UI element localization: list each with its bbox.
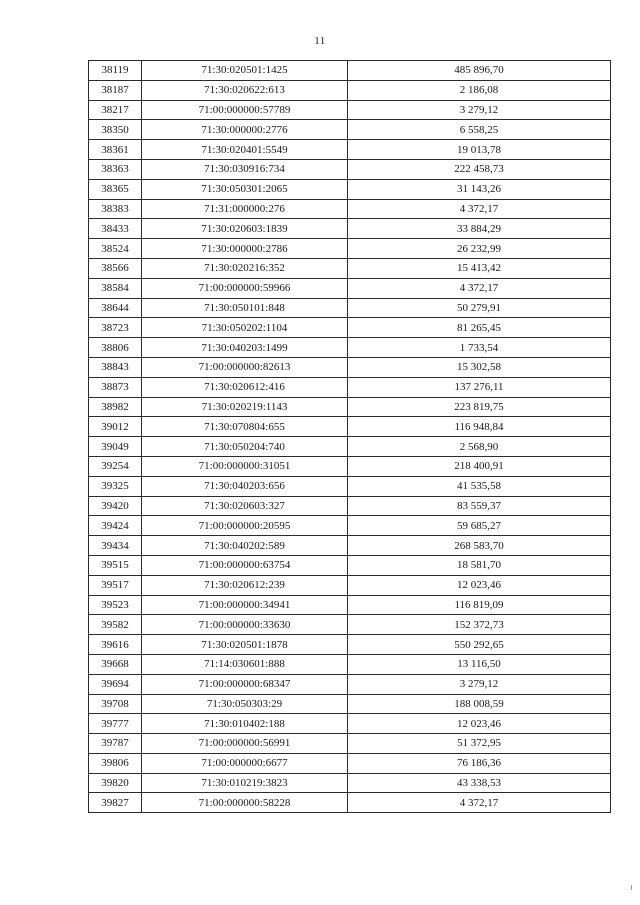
amount-cell: 268 583,70: [348, 536, 611, 556]
cadastral-number-cell: 71:00:000000:31051: [142, 456, 348, 476]
table-row: [89, 536, 611, 556]
cadastral-number-cell: 71:30:020612:239: [142, 575, 348, 595]
amount-cell: 51 372,95: [348, 734, 611, 754]
amount-cell: 59 685,27: [348, 516, 611, 536]
cadastral-number-cell: 71:00:000000:33630: [142, 615, 348, 635]
table-row: [89, 615, 611, 635]
table-row: [89, 674, 611, 694]
cadastral-number-cell: 71:00:000000:63754: [142, 555, 348, 575]
record-number-cell: 39582: [89, 615, 142, 635]
cadastral-number-cell: 71:30:010219:3823: [142, 773, 348, 793]
amount-cell: 81 265,45: [348, 318, 611, 338]
record-number-cell: 38566: [89, 258, 142, 278]
cadastral-number-cell: 71:30:070804:655: [142, 417, 348, 437]
record-number-cell: 39694: [89, 674, 142, 694]
amount-cell: 3 279,12: [348, 100, 611, 120]
amount-cell: 4 372,17: [348, 278, 611, 298]
record-number-cell: 39420: [89, 496, 142, 516]
amount-cell: 12 023,46: [348, 575, 611, 595]
table-row: [89, 120, 611, 140]
cadastral-number-cell: 71:30:040202:589: [142, 536, 348, 556]
record-number-cell: 38350: [89, 120, 142, 140]
table-row: [89, 239, 611, 259]
amount-cell: 6 558,25: [348, 120, 611, 140]
cadastral-number-cell: 71:30:020603:327: [142, 496, 348, 516]
amount-cell: 4 372,17: [348, 199, 611, 219]
table-row: [89, 298, 611, 318]
amount-cell: 15 302,58: [348, 357, 611, 377]
table-row: [89, 100, 611, 120]
table-row: [89, 734, 611, 754]
record-number-cell: 38723: [89, 318, 142, 338]
amount-cell: 13 116,50: [348, 654, 611, 674]
table-row: [89, 397, 611, 417]
amount-cell: 76 186,36: [348, 753, 611, 773]
record-number-cell: 39708: [89, 694, 142, 714]
record-number-cell: 39777: [89, 714, 142, 734]
record-number-cell: 38584: [89, 278, 142, 298]
cadastral-number-cell: 71:00:000000:58228: [142, 793, 348, 813]
record-number-cell: 38982: [89, 397, 142, 417]
record-number-cell: 39434: [89, 536, 142, 556]
cadastral-number-cell: 71:30:020219:1143: [142, 397, 348, 417]
table-row: [89, 278, 611, 298]
record-number-cell: 38363: [89, 159, 142, 179]
record-number-cell: 38119: [89, 61, 142, 81]
table-row: [89, 199, 611, 219]
record-number-cell: 38644: [89, 298, 142, 318]
cadastral-number-cell: 71:30:040203:1499: [142, 338, 348, 358]
table-row: [89, 595, 611, 615]
record-number-cell: 39517: [89, 575, 142, 595]
amount-cell: 485 896,70: [348, 61, 611, 81]
amount-cell: 137 276,11: [348, 377, 611, 397]
amount-cell: 222 458,73: [348, 159, 611, 179]
table-row: [89, 377, 611, 397]
table-row: [89, 61, 611, 81]
table-row: [89, 654, 611, 674]
cadastral-number-cell: 71:30:050101:848: [142, 298, 348, 318]
amount-cell: 43 338,53: [348, 773, 611, 793]
amount-cell: 2 186,08: [348, 80, 611, 100]
cadastral-number-cell: 71:30:050204:740: [142, 437, 348, 457]
table-row: [89, 140, 611, 160]
amount-cell: 2 568,90: [348, 437, 611, 457]
table-row: [89, 437, 611, 457]
cadastral-number-cell: 71:30:050303:29: [142, 694, 348, 714]
table-row: [89, 476, 611, 496]
cadastral-number-cell: 71:00:000000:6677: [142, 753, 348, 773]
cadastral-number-cell: 71:30:020501:1878: [142, 635, 348, 655]
table-row: [89, 338, 611, 358]
amount-cell: 152 372,73: [348, 615, 611, 635]
record-number-cell: 39820: [89, 773, 142, 793]
cadastral-number-cell: 71:30:050301:2065: [142, 179, 348, 199]
cadastral-number-cell: 71:30:000000:2776: [142, 120, 348, 140]
amount-cell: 4 372,17: [348, 793, 611, 813]
amount-cell: 550 292,65: [348, 635, 611, 655]
amount-cell: 1 733,54: [348, 338, 611, 358]
record-number-cell: 38365: [89, 179, 142, 199]
record-number-cell: 39806: [89, 753, 142, 773]
record-number-cell: 39668: [89, 654, 142, 674]
cadastral-number-cell: 71:30:020603:1839: [142, 219, 348, 239]
cadastral-number-cell: 71:00:000000:56991: [142, 734, 348, 754]
registry-table-body: [89, 61, 611, 813]
table-row: [89, 694, 611, 714]
record-number-cell: 39049: [89, 437, 142, 457]
cadastral-number-cell: 71:30:020622:613: [142, 80, 348, 100]
record-number-cell: 38843: [89, 357, 142, 377]
amount-cell: 223 819,75: [348, 397, 611, 417]
cadastral-number-cell: 71:30:040203:656: [142, 476, 348, 496]
cadastral-number-cell: 71:14:030601:888: [142, 654, 348, 674]
record-number-cell: 38433: [89, 219, 142, 239]
cadastral-number-cell: 71:30:020401:5549: [142, 140, 348, 160]
record-number-cell: 39827: [89, 793, 142, 813]
record-number-cell: 39424: [89, 516, 142, 536]
record-number-cell: 39787: [89, 734, 142, 754]
table-row: [89, 575, 611, 595]
amount-cell: 15 413,42: [348, 258, 611, 278]
amount-cell: 116 948,84: [348, 417, 611, 437]
record-number-cell: 38873: [89, 377, 142, 397]
table-row: [89, 179, 611, 199]
cadastral-number-cell: 71:30:010402:188: [142, 714, 348, 734]
table-row: [89, 496, 611, 516]
table-row: [89, 793, 611, 813]
table-row: [89, 555, 611, 575]
record-number-cell: 38524: [89, 239, 142, 259]
record-number-cell: 38187: [89, 80, 142, 100]
table-row: [89, 159, 611, 179]
cadastral-number-cell: 71:31:000000:276: [142, 199, 348, 219]
record-number-cell: 38361: [89, 140, 142, 160]
record-number-cell: 38217: [89, 100, 142, 120]
amount-cell: 12 023,46: [348, 714, 611, 734]
amount-cell: 41 535,58: [348, 476, 611, 496]
record-number-cell: 39616: [89, 635, 142, 655]
page-number: 11: [314, 35, 326, 47]
amount-cell: 3 279,12: [348, 674, 611, 694]
amount-cell: 116 819,09: [348, 595, 611, 615]
amount-cell: 188 008,59: [348, 694, 611, 714]
cadastral-number-cell: 71:00:000000:57789: [142, 100, 348, 120]
amount-cell: 218 400,91: [348, 456, 611, 476]
cadastral-number-cell: 71:00:000000:59966: [142, 278, 348, 298]
record-number-cell: 39254: [89, 456, 142, 476]
table-row: [89, 357, 611, 377]
table-row: [89, 714, 611, 734]
amount-cell: 50 279,91: [348, 298, 611, 318]
cadastral-number-cell: 71:30:050202:1104: [142, 318, 348, 338]
record-number-cell: 39012: [89, 417, 142, 437]
table-row: [89, 318, 611, 338]
amount-cell: 83 559,37: [348, 496, 611, 516]
record-number-cell: 39515: [89, 555, 142, 575]
table-row: [89, 773, 611, 793]
amount-cell: 19 013,78: [348, 140, 611, 160]
table-row: [89, 456, 611, 476]
table-row: [89, 219, 611, 239]
scan-artifact-mark: [631, 885, 632, 890]
table-row: [89, 80, 611, 100]
table-row: [89, 258, 611, 278]
table-row: [89, 635, 611, 655]
cadastral-number-cell: 71:00:000000:68347: [142, 674, 348, 694]
table-row: [89, 753, 611, 773]
cadastral-number-cell: 71:00:000000:20595: [142, 516, 348, 536]
record-number-cell: 39523: [89, 595, 142, 615]
table-row: [89, 417, 611, 437]
table-row: [89, 516, 611, 536]
cadastral-number-cell: 71:30:030916:734: [142, 159, 348, 179]
amount-cell: 31 143,26: [348, 179, 611, 199]
record-number-cell: 38383: [89, 199, 142, 219]
amount-cell: 26 232,99: [348, 239, 611, 259]
cadastral-number-cell: 71:30:000000:2786: [142, 239, 348, 259]
cadastral-number-cell: 71:00:000000:82613: [142, 357, 348, 377]
amount-cell: 33 884,29: [348, 219, 611, 239]
amount-cell: 18 581,70: [348, 555, 611, 575]
cadastral-number-cell: 71:30:020501:1425: [142, 61, 348, 81]
cadastral-number-cell: 71:30:020612:416: [142, 377, 348, 397]
record-number-cell: 39325: [89, 476, 142, 496]
registry-table: [88, 60, 611, 813]
record-number-cell: 38806: [89, 338, 142, 358]
cadastral-number-cell: 71:00:000000:34941: [142, 595, 348, 615]
cadastral-number-cell: 71:30:020216:352: [142, 258, 348, 278]
